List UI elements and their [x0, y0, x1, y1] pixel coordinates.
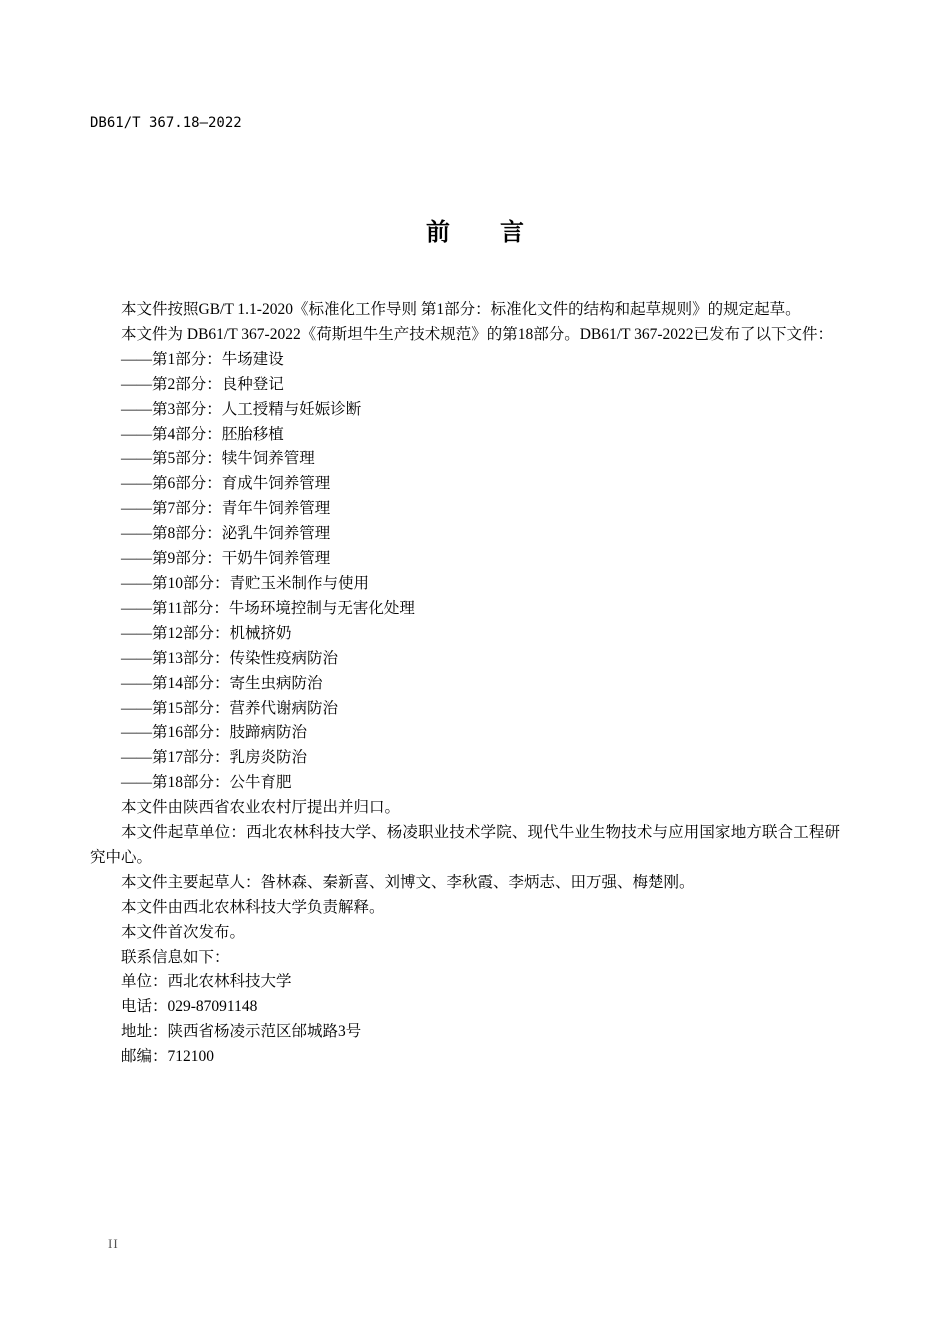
list-item: ——第4部分：胚胎移植 — [121, 425, 284, 443]
list-item: ——第6部分：育成牛饲养管理 — [121, 475, 331, 493]
contact-phone: 电话：029-87091148 — [121, 998, 258, 1016]
paragraph-drafters: 本文件主要起草人：昝林森、秦新喜、刘博文、李秋霞、李炳志、田万强、梅楚刚。 — [121, 873, 695, 891]
list-item: ——第13部分：传染性疫病防治 — [121, 649, 339, 667]
contact-unit: 单位：西北农林科技大学 — [121, 973, 292, 991]
list-item: ——第10部分：青贮玉米制作与使用 — [121, 574, 370, 592]
page-number: II — [108, 1236, 119, 1251]
list-item: ——第18部分：公牛育肥 — [121, 774, 292, 792]
list-item: ——第17部分：乳房炎防治 — [121, 749, 308, 767]
paragraph-contact-intro: 联系信息如下： — [121, 948, 230, 966]
paragraph-first-release: 本文件首次发布。 — [121, 923, 246, 941]
paragraph-drafting-rules: 本文件按照GB/T 1.1-2020《标准化工作导则 第1部分：标准化文件的结构和起草规则》的规定起草。 — [121, 301, 801, 318]
contact-info — [90, 970, 840, 1070]
list-item: ——第8部分：泌乳牛饲养管理 — [121, 525, 331, 543]
list-item: ——第11部分：牛场环境控制与无害化处理 — [121, 599, 415, 617]
contact-postcode: 邮编：712100 — [121, 1048, 215, 1066]
title-char-2: 言 — [500, 218, 524, 246]
standard-code: DB61/T 367.18—2022 — [90, 115, 242, 131]
list-item: ——第3部分：人工授精与妊娠诊断 — [121, 400, 362, 418]
parts-list — [90, 348, 840, 796]
title-char-1: 前 — [426, 218, 450, 246]
list-item: ——第12部分：机械挤奶 — [121, 624, 292, 642]
paragraph-proposed-by: 本文件由陕西省农业农村厅提出并归口。 — [121, 799, 401, 817]
list-item: ——第1部分：牛场建设 — [121, 350, 284, 368]
list-item: ——第14部分：寄生虫病防治 — [121, 674, 323, 692]
page-title — [0, 212, 950, 247]
list-item: ——第16部分：肢蹄病防治 — [121, 724, 308, 742]
document-body — [90, 298, 840, 1070]
contact-address: 地址：陕西省杨凌示范区邰城路3号 — [121, 1023, 362, 1041]
paragraph-drafting-units: 本文件起草单位：西北农林科技大学、杨凌职业技术学院、现代牛业生物技术与应用国家地方联合工程研究中心。 — [90, 824, 840, 866]
paragraph-series-intro: 本文件为 DB61/T 367-2022《荷斯坦牛生产技术规范》的第18部分。DB61/T 367-2022已发布了以下文件： — [121, 325, 834, 343]
list-item: ——第7部分：青年牛饲养管理 — [121, 500, 331, 518]
list-item: ——第9部分：干奶牛饲养管理 — [121, 550, 331, 568]
paragraph-interpreted-by: 本文件由西北农林科技大学负责解释。 — [121, 898, 385, 916]
list-item: ——第5部分：犊牛饲养管理 — [121, 450, 315, 468]
list-item: ——第15部分：营养代谢病防治 — [121, 699, 339, 717]
list-item: ——第2部分：良种登记 — [121, 375, 284, 393]
